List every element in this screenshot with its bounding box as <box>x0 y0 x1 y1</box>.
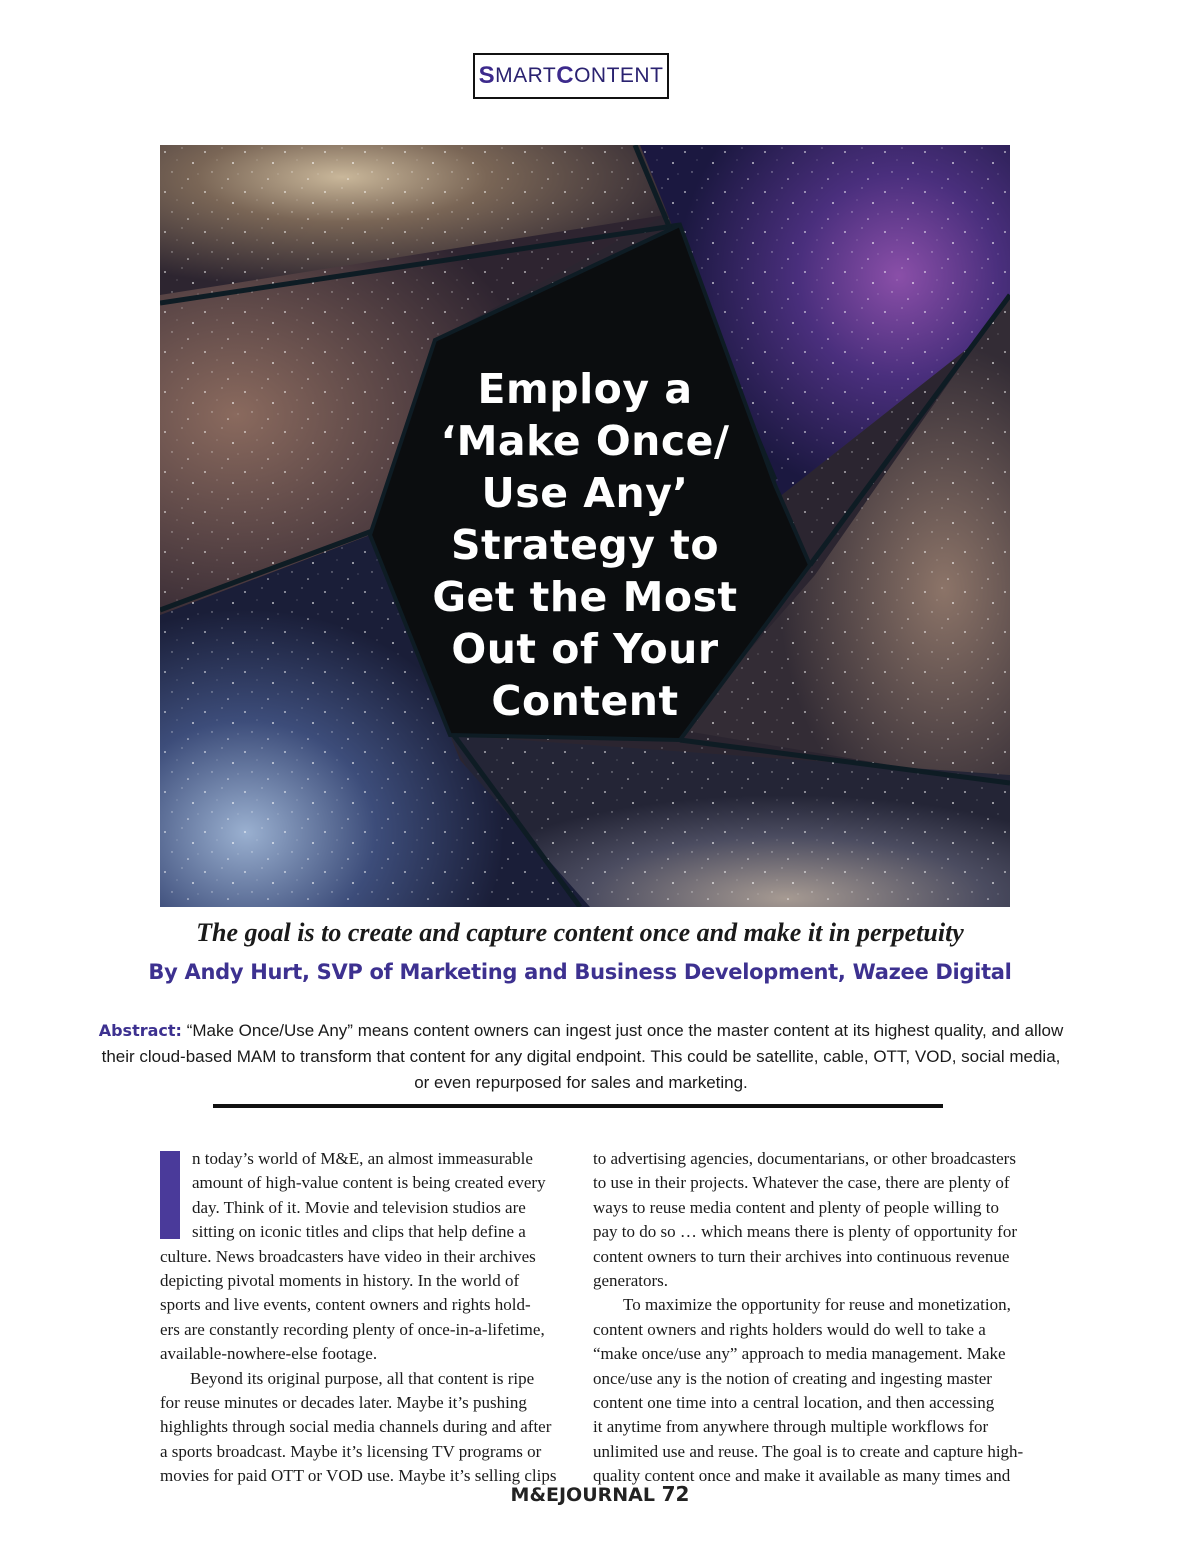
hero-image <box>160 145 1010 907</box>
divider-rule <box>213 1104 943 1108</box>
section-tag <box>473 53 669 99</box>
body-line: amount of high-value content is being created every <box>192 1173 546 1193</box>
hero-title-line: Get the Most <box>432 573 738 621</box>
section-tag-text-2: ONTENT <box>574 64 664 87</box>
article-byline: By Andy Hurt, SVP of Marketing and Business Development, Wazee Digital <box>148 960 1012 984</box>
body-line: to use in their projects. Whatever the case, there are plenty of <box>593 1173 1010 1193</box>
body-line: To maximize the opportunity for reuse and monetization, <box>623 1295 1011 1315</box>
hero-title-line: Content <box>491 677 679 725</box>
section-tag-text-1: MART <box>495 64 557 87</box>
body-line: culture. News broadcasters have video in their archives <box>160 1246 536 1266</box>
section-tag-initial-1: S <box>478 62 496 89</box>
body-line: ers are constantly recording plenty of once-in-a-lifetime, <box>160 1319 545 1339</box>
abstract <box>96 1018 1066 1096</box>
body-line: content owners and rights holders would do well to take a <box>593 1319 986 1339</box>
abstract-label: Abstract: <box>98 1021 182 1040</box>
body-line: available-nowhere-else footage. <box>160 1344 378 1364</box>
hero-title-line: Out of Your <box>451 625 719 673</box>
body-line: for reuse minutes or decades later. Maybe it’s pushing <box>160 1392 527 1412</box>
hero-title-line: Employ a <box>477 365 693 413</box>
section-tag-initial-2: C <box>556 62 575 89</box>
drop-cap-bar <box>160 1151 180 1239</box>
body-line: generators. <box>593 1270 669 1290</box>
journal-name: M&EJOURNAL <box>510 1484 655 1506</box>
body-line: to advertising agencies, documentarians, or other broadcasters <box>593 1149 1016 1168</box>
body-line: day. Think of it. Movie and television studios are <box>192 1197 526 1217</box>
body-line: once/use any is the notion of creating and ingesting master <box>593 1368 992 1388</box>
body-line: sports and live events, content owners and rights hold- <box>160 1295 531 1315</box>
article-subtitle: The goal is to create and capture content once and make it in perpetuity <box>196 918 964 947</box>
hero-title-line: Strategy to <box>450 521 720 569</box>
hero-title <box>400 363 770 727</box>
body-line: highlights through social media channels during and after <box>160 1417 552 1437</box>
hero-title-line: Use Any’ <box>481 469 689 517</box>
body-line: pay to do so … which means there is plenty of opportunity for <box>593 1222 1017 1242</box>
body-line: unlimited use and reuse. The goal is to create and capture high- <box>593 1441 1024 1461</box>
body-line: content owners to turn their archives into continuous revenue <box>593 1246 1010 1266</box>
body-line: sitting on iconic titles and clips that help define a <box>192 1222 526 1242</box>
body-line: ways to reuse media content and plenty of people willing to <box>593 1197 1000 1217</box>
body-line: n today’s world of M&E, an almost immeasurable <box>192 1149 533 1168</box>
hero-title-line: ‘Make Once/ <box>440 417 730 465</box>
abstract-text: “Make Once/Use Any” means content owners can ingest just once the master content at its highest quality, and allow their cloud-based MAM to transform that content for any digital endpoint. This could be satellite, cable, OTT, VOD, social media, or even repurposed for sales and marketing. <box>101 1021 1064 1092</box>
body-line: quality content once and make it available as many times and <box>593 1466 1011 1486</box>
body-line: a sports broadcast. Maybe it’s licensing TV programs or <box>160 1441 542 1461</box>
body-line: Beyond its original purpose, all that content is ripe <box>190 1368 535 1388</box>
page-footer <box>0 1482 1200 1506</box>
body-line: movies for paid OTT or VOD use. Maybe it’s selling clips <box>160 1466 557 1486</box>
body-line: it anytime from anywhere through multiple workflows for <box>593 1417 989 1437</box>
body-line: “make once/use any” approach to media management. Make <box>593 1344 1006 1364</box>
body-column-left <box>160 1147 570 1488</box>
body-line: content one time into a central location, and then accessing <box>593 1392 995 1412</box>
page-number: 72 <box>661 1482 690 1506</box>
body-line: depicting pivotal moments in history. In the world of <box>160 1270 520 1290</box>
body-column-right <box>593 1147 1048 1488</box>
